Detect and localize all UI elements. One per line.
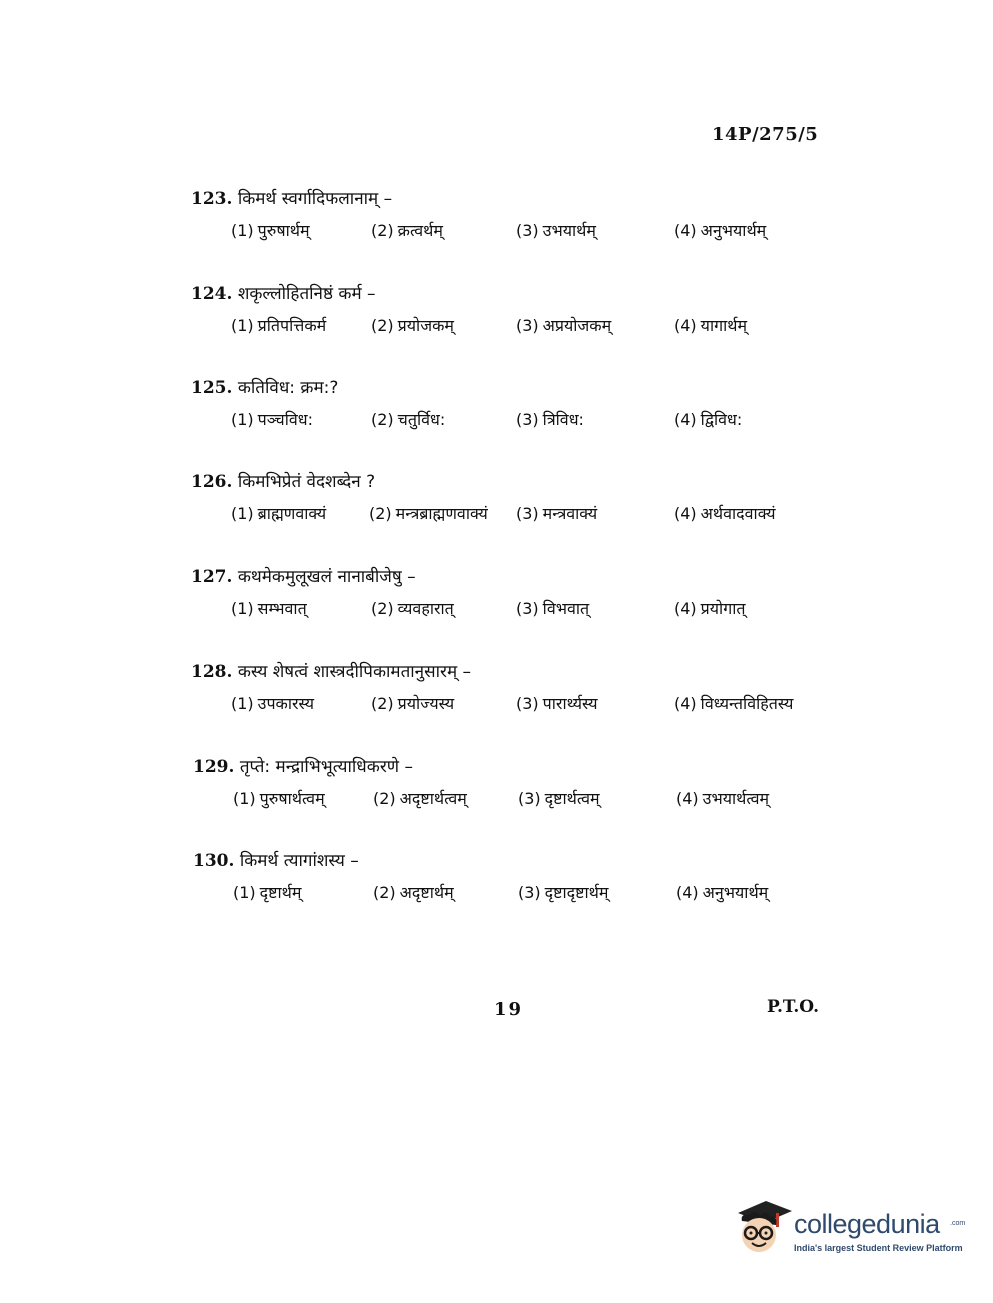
brand-name: collegedunia [794,1209,940,1239]
option-1: (1) पुरुषार्थत्वम् [233,789,325,808]
question-text: किमर्थ त्यागांशस्य – [239,851,359,871]
option-2: (2) अदृष्टार्थम् [373,883,454,902]
option-4: (4) अनुभयार्थम् [676,883,769,902]
option-1: (1) सम्भवात् [231,599,307,618]
option-1: (1) प्रतिपत्तिकर्म [231,316,327,335]
question-number: 127. [191,567,233,587]
question-text: शकृल्लोहितनिष्ठं कर्म – [237,284,376,304]
question-124 [191,281,851,340]
option-2: (2) प्रयोज्यस्य [371,694,455,713]
question-128 [191,659,851,718]
option-1: (1) ब्राह्मणवाक्यं [231,504,327,523]
page-number: 19 [494,999,524,1020]
option-2: (2) क्रत्वर्थम् [371,221,443,240]
brand-tagline: India's largest Student Review Platform [794,1243,963,1253]
question-number: 123. [191,189,233,209]
option-3: (3) दृष्टादृष्टार्थम् [518,883,609,902]
option-2: (2) अदृष्टार्थत्वम् [373,789,467,808]
option-4: (4) अनुभयार्थम् [674,221,767,240]
option-2: (2) मन्त्रब्राह्मणवाक्यं [369,504,488,523]
option-2: (2) प्रयोजकम् [371,316,454,335]
question-number: 125. [191,378,233,398]
question-123 [191,186,851,245]
question-number: 126. [191,472,233,492]
option-4: (4) प्रयोगात् [674,599,746,618]
option-2: (2) चतुर्विध: [371,410,446,429]
mascot-icon [732,1195,794,1265]
option-4: (4) यागार्थम् [674,316,748,335]
option-4: (4) विध्यन्तविहितस्य [674,694,794,713]
option-1: (1) दृष्टार्थम् [233,883,302,902]
question-number: 129. [193,757,235,777]
option-4: (4) द्विविध: [674,410,743,429]
question-text: कतिविध: क्रम:? [237,378,339,398]
option-3: (3) विभवात् [516,599,590,618]
option-3: (3) अप्रयोजकम् [516,316,612,335]
question-number: 128. [191,662,233,682]
question-text: तृप्ते: मन्द्राभिभूत्याधिकरणे – [239,757,413,777]
option-1: (1) उपकारस्य [231,694,315,713]
question-number: 130. [193,851,235,871]
collegedunia-watermark [732,1195,966,1265]
option-3: (3) मन्त्रवाक्यं [516,504,598,523]
question-127 [191,564,851,623]
question-text: किमर्थ स्वर्गादिफलानाम् – [237,189,393,209]
option-4: (4) उभयार्थत्वम् [676,789,770,808]
question-130 [193,848,853,907]
question-number: 124. [191,284,233,304]
option-3: (3) उभयार्थम् [516,221,596,240]
question-125 [191,375,851,434]
question-129 [193,754,853,813]
option-1: (1) पञ्चविध: [231,410,313,429]
option-3: (3) त्रिविध: [516,410,584,429]
pto-label: P.T.O. [767,997,819,1017]
paper-code: 14P/275/5 [712,124,819,145]
option-2: (2) व्यवहारात् [371,599,454,618]
question-text: कस्य शेषत्वं शास्त्रदीपिकामतानुसारम् – [237,662,472,682]
option-3: (3) दृष्टार्थत्वम् [518,789,600,808]
question-126 [191,469,851,528]
option-4: (4) अर्थवादवाक्यं [674,504,776,523]
option-1: (1) पुरुषार्थम् [231,221,310,240]
question-text: किमभिप्रेतं वेदशब्देन ? [237,472,376,492]
brand-suffix: .com [950,1220,966,1227]
question-text: कथमेकमुलूखलं नानाबीजेषु – [237,567,416,587]
option-3: (3) पारार्थ्यस्य [516,694,598,713]
